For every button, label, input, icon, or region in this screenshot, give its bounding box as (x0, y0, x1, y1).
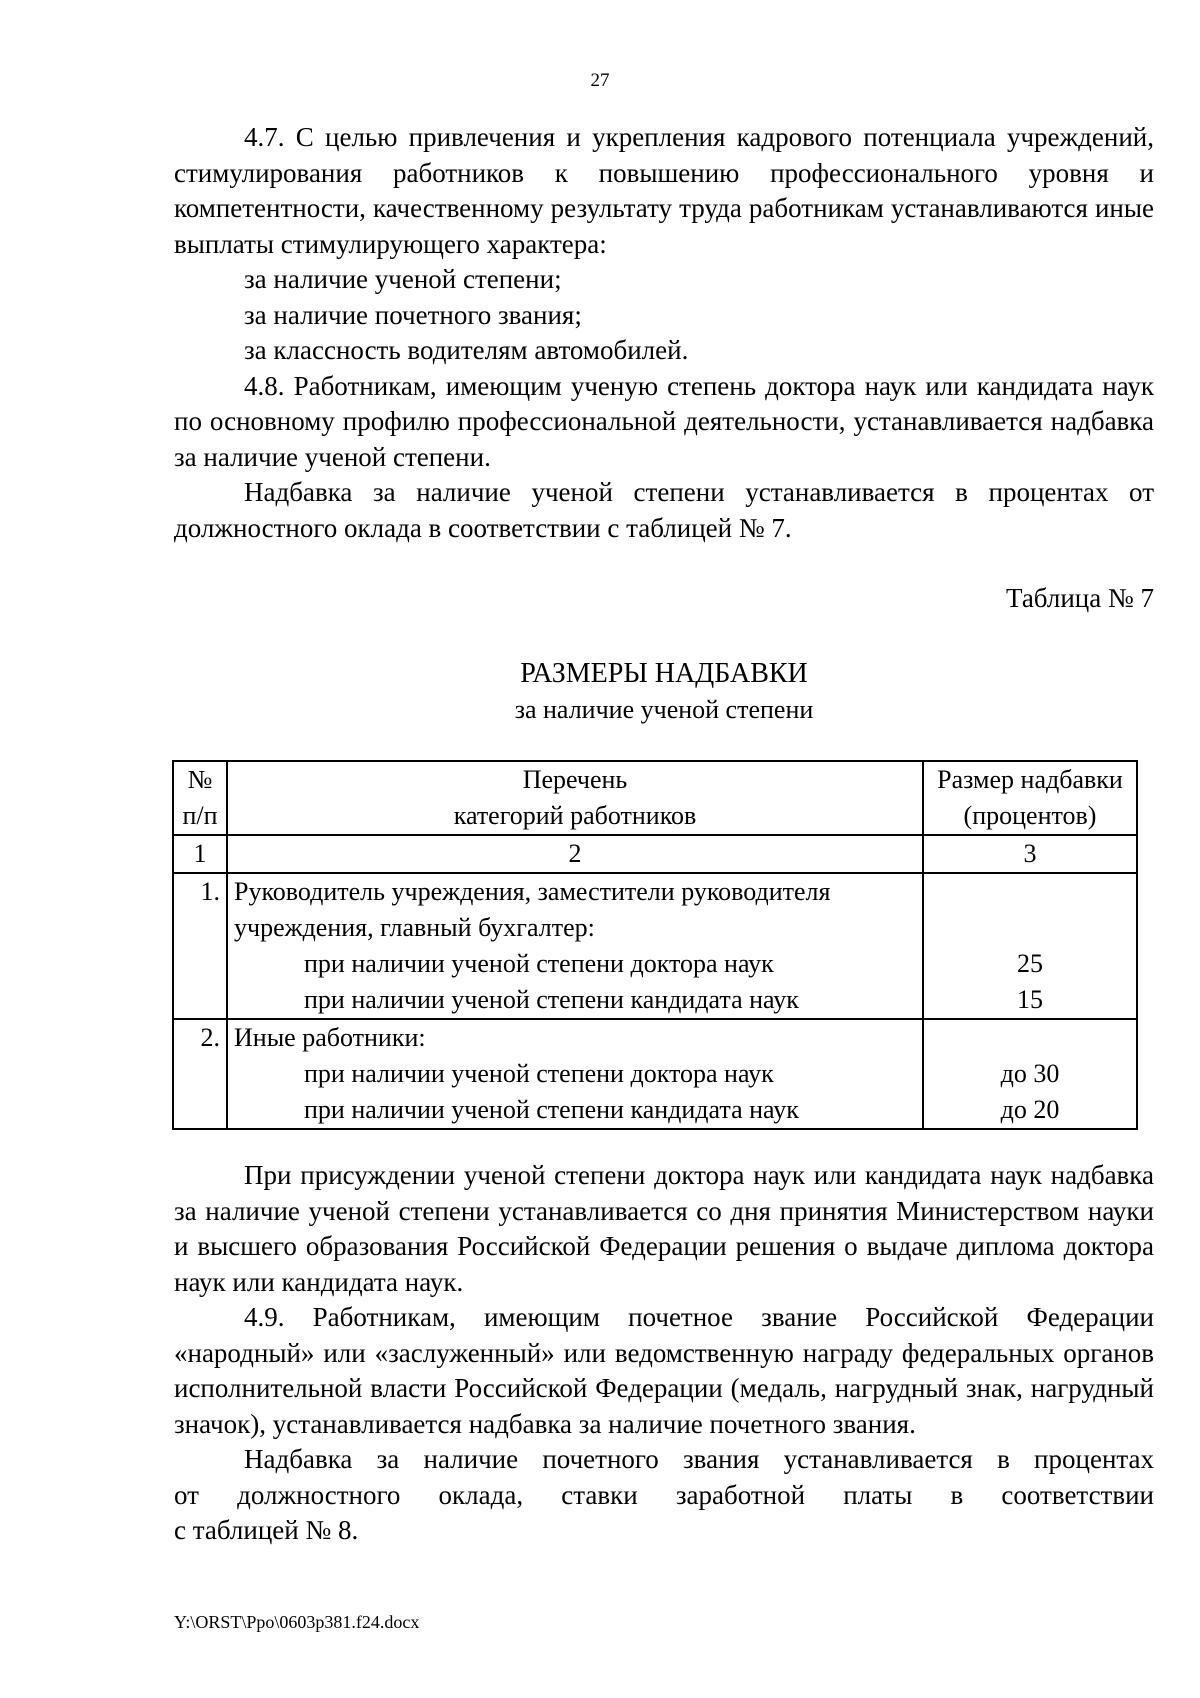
size-value: 15 (1017, 985, 1043, 1014)
table-row (173, 1019, 1137, 1129)
column-number-row (173, 835, 1137, 873)
category-item: при наличии ученой степени доктора наук (304, 949, 774, 978)
allowance-table (172, 760, 1138, 1130)
paragraph-4-9-rate-line1: Надбавка за наличие почетного звания устанавливается в процентах (244, 1444, 1154, 1474)
column-number-cell: 1 (173, 835, 227, 873)
row-size (923, 1019, 1137, 1129)
size-value: 25 (1017, 949, 1043, 978)
category-item: при наличии ученой степени доктора наук (304, 1059, 774, 1088)
list-item: за наличие почетного звания; (244, 299, 582, 330)
header-size-line2: (процентов) (963, 801, 1097, 830)
header-num-line2: п/п (182, 801, 218, 830)
header-size-cell (923, 761, 1137, 835)
category-line: Иные работники: (234, 1023, 426, 1052)
category-item: при наличии ученой степени кандидата наук (304, 1095, 799, 1124)
table-subtitle: за наличие ученой степени (514, 695, 814, 724)
list-item: за классность водителям автомобилей. (244, 335, 689, 365)
paragraph-award: При присуждении ученой степени доктора наук или кандидата наук надбавка за наличие ученой степени устанавливается со дня принятия Министерством науки и высшего образования Российской Федерации решения о выдаче диплома доктора наук или кандидата наук. (174, 1160, 1154, 1297)
table-header-row (173, 761, 1137, 835)
paragraph-4-8: 4.8. Работникам, имеющим ученую степень доктора наук или кандидата наук по основному профилю профессиональной деятельности, устанавливается надбавка за наличие ученой степени. (174, 370, 1154, 472)
category-line: Руководитель учреждения, заместители руководителя (234, 877, 831, 906)
header-category-cell (227, 761, 923, 835)
after-table-section (174, 1158, 1154, 1549)
paragraph-4-7: 4.7. С целью привлечения и укрепления кадрового потенциала учреждений, стимулирования работников к повышению профессионального уровня и компетентности, качественному результату труда работникам устанавливаются иные выплаты стимулирующего характера: (174, 122, 1154, 259)
header-num-cell (173, 761, 227, 835)
paragraph-4-9: 4.9. Работникам, имеющим почетное звание Российской Федерации «народный» или «заслуженный» или ведомственную награду федеральных органов исполнительной власти Российской Федерации (медаль, нагрудный знак, нагрудный значок), устанавливается надбавка за наличие почетного звания. (174, 1302, 1154, 1439)
file-path-footer: Y:\ORST\Ppo\0603p381.f24.docx (174, 1612, 420, 1632)
row-category (227, 1019, 923, 1129)
category-line: учреждения, главный бухгалтер: (234, 913, 595, 942)
table-label: Таблица № 7 (1006, 583, 1154, 613)
header-category-line1: Перечень (522, 765, 628, 794)
paragraph-4-9-rate-line2: от должностного оклада, ставки заработной платы в соответствии (174, 1479, 1154, 1510)
list-item: за наличие ученой степени; (244, 264, 562, 294)
header-num-line1: № (187, 765, 213, 794)
column-number-cell: 2 (227, 835, 923, 873)
row-number: 2. (173, 1019, 227, 1129)
category-item: при наличии ученой степени кандидата наук (304, 985, 799, 1014)
row-size (923, 873, 1137, 1019)
header-size-line1: Размер надбавки (937, 765, 1123, 794)
row-category (227, 873, 923, 1019)
intro-section (174, 120, 1154, 546)
paragraph-4-8-rate: Надбавка за наличие ученой степени устанавливается в процентах от должностного оклада в соответствии с таблицей № 7. (174, 477, 1154, 543)
table-row (173, 873, 1137, 1019)
size-value: до 20 (1000, 1095, 1060, 1124)
header-category-line2: категорий работников (453, 801, 697, 830)
column-number-cell: 3 (923, 835, 1137, 873)
row-number: 1. (173, 873, 227, 1019)
paragraph-4-9-rate-line3: с таблицей № 8. (174, 1515, 359, 1545)
table-title: РАЗМЕРЫ НАДБАВКИ (520, 658, 808, 689)
size-value: до 30 (1000, 1059, 1060, 1088)
page-number: 27 (590, 70, 610, 91)
